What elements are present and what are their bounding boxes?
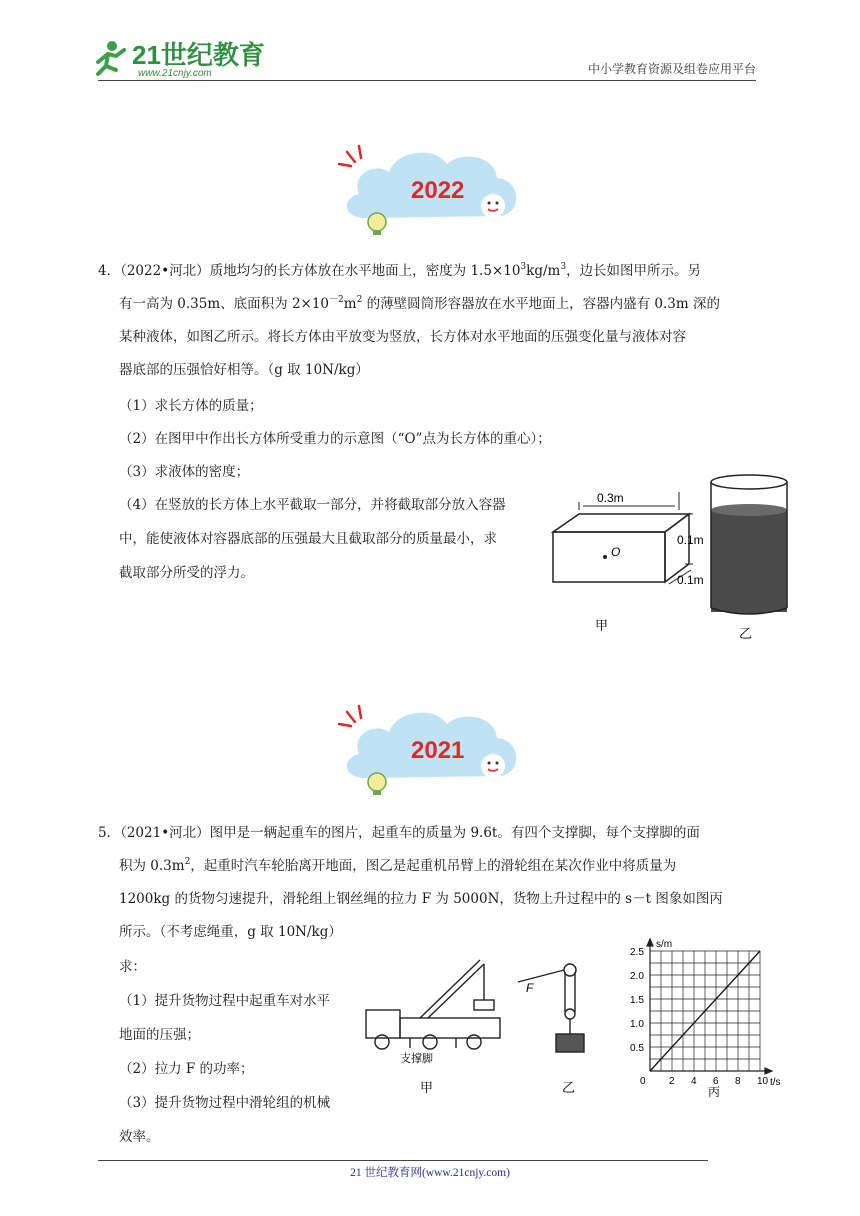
site-logo[interactable] (94, 36, 264, 80)
y-axis-label: s/m (656, 939, 673, 950)
logo-url: www.21cnjy.com (138, 68, 212, 79)
sub-question: 截取部分所受的浮力。 (119, 565, 254, 581)
cylinder-container (711, 475, 787, 614)
sub-question: （2）拉力 F 的功率； (119, 1061, 254, 1077)
sub-question: 求： (119, 959, 146, 975)
section-year: 2021 (411, 737, 465, 764)
question-line: 某种液体，如图乙所示。将长方体由平放变为竖放，长方体对水平地面的压强变化量与液体对容 (119, 329, 686, 345)
question-line: 器底部的压强恰好相等。（g 取 10N/kg） (119, 362, 369, 378)
question-line: 4．（2022•河北）质地均匀的长方体放在水平地面上，密度为 $1.5\times 10^3kg/m^3$，边长如图甲所示。另 (98, 262, 702, 279)
question-line: 1200kg 的货物匀速提升，滑轮组上钢丝绳的拉力 F 为 5000N，货物上升过程中的 s－t 图象如图丙 (119, 891, 723, 907)
sub-question: （3）提升货物过程中滑轮组的机械 (119, 1095, 331, 1111)
year-cloud-2022 (325, 140, 535, 244)
sub-question: 效率。 (119, 1129, 160, 1145)
x-tick-label: 4 (691, 1076, 697, 1087)
figure-caption: 甲 (420, 1080, 434, 1095)
x-axis-label: t/s (770, 1077, 781, 1088)
question-line: 5．（2021•河北）图甲是一辆起重车的图片，起重车的质量为 9.6t。有四个支撑脚，每个支撑脚的面 (98, 825, 700, 841)
sub-question: （1）求长方体的质量； (119, 398, 263, 414)
pulley-block-diagram (518, 964, 584, 1052)
x-tick-label: 6 (713, 1076, 719, 1087)
cuboid-diagram (553, 514, 689, 582)
sub-question: （1）提升货物过程中起重车对水平 (119, 993, 331, 1009)
sub-question: 中，能使液体对容器底部的压强最大且截取部分的质量最小，求 (119, 531, 497, 547)
y-tick-label: 1.0 (630, 1019, 644, 1030)
year-cloud-2021 (325, 700, 535, 804)
x-tick-label: 2 (669, 1076, 675, 1087)
sub-question: （2）在图甲中作出长方体所受重力的示意图（“O”点为长方体的重心）； (119, 431, 551, 447)
lightbulb-icon (368, 773, 386, 795)
question-line: 有一高为 0.35m、底面积为 $2\times 10^{-2}m^2$ 的薄壁圆筒形容器放在水平地面上，容器内盛有 0.3m 深的 (119, 295, 720, 312)
sub-question: （3）求液体的密度； (119, 464, 250, 480)
dimension-label: 0.3m (597, 491, 624, 505)
section-year: 2022 (411, 177, 465, 204)
footer-divider (98, 1160, 708, 1161)
header-slogan: 中小学教育资源及组卷应用平台 (587, 62, 756, 76)
center-label: O (611, 545, 621, 559)
dimension-label: 0.1m (677, 533, 704, 547)
st-chart (620, 935, 790, 1104)
header-divider (98, 80, 756, 81)
figure-caption: 乙 (562, 1080, 576, 1095)
question-line: 积为 $0.3m^2$，起重时汽车轮胎离开地面，图乙是起重机吊臂上的滑轮组在某次作业中将质量为 (119, 857, 677, 874)
force-label: F (526, 981, 534, 995)
footer-text: 21 世纪教育网(www.21cnjy.com) (350, 1167, 510, 1179)
x-tick-label: 10 (757, 1076, 769, 1087)
runner-icon (98, 41, 124, 74)
y-tick-label: 1.5 (630, 995, 644, 1006)
st-chart-svg (620, 935, 790, 1100)
y-tick-label: 2.0 (630, 971, 644, 982)
figure-caption: 甲 (595, 618, 609, 633)
logo-title: 21世纪教育 (132, 40, 264, 70)
y-tick-label: 0.5 (630, 1043, 644, 1054)
truck-leg-label: 支撑脚 (400, 1053, 433, 1065)
x-tick-label: 8 (735, 1076, 741, 1087)
y-tick-label: 2.5 (630, 947, 644, 958)
crane-truck-diagram (366, 960, 500, 1049)
sub-question: （4）在竖放的长方体上水平截取一部分，并将截取部分放入容器 (119, 497, 506, 513)
smiley-cloud-icon (481, 754, 505, 778)
smiley-cloud-icon (481, 194, 505, 218)
question-line: 所示。（不考虑绳重，g 取 10N/kg） (119, 924, 342, 940)
figure-q4 (545, 470, 795, 649)
figure-q5-truck-pulley (360, 940, 620, 1104)
figure-caption: 乙 (739, 626, 753, 641)
x-tick-label: 0 (640, 1076, 646, 1087)
lightbulb-icon (368, 213, 386, 235)
dimension-label: 0.1m (677, 573, 704, 587)
figure-caption: 丙 (708, 1085, 721, 1099)
sub-question: 地面的压强； (119, 1027, 200, 1043)
